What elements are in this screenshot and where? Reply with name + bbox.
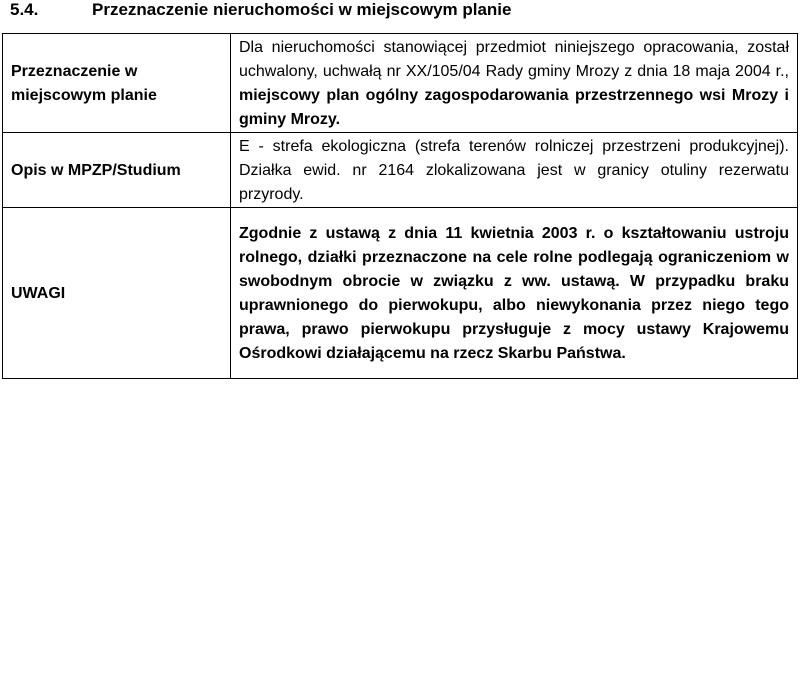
row-value-przeznaczenie: [231, 34, 798, 133]
row-label-line-1: Przeznaczenie w: [11, 63, 138, 80]
row-label-przeznaczenie: [3, 34, 231, 133]
row-value-text: Dla nieruchomości stanowiącej przedmiot niniejszego opracowania, został uchwalony, uchwałą nr XX/105/04 Rady gminy Mrozy z dnia 18 maja 2004 r.,: [239, 39, 789, 80]
row-value-bold-text: miejscowy plan ogólny zagospodarowania przestrzennego wsi Mrozy i gminy Mrozy.: [239, 87, 789, 128]
table-row-opis: [3, 133, 798, 208]
row-label-line-2: miejscowym planie: [11, 87, 157, 104]
row-label-opis: Opis w MPZP/Studium: [3, 133, 231, 208]
section-heading: [0, 0, 800, 22]
table-row-przeznaczenie: [3, 34, 798, 133]
row-label-uwagi: UWAGI: [3, 208, 231, 379]
section-number: 5.4.: [10, 0, 39, 19]
section-title: Przeznaczenie nieruchomości w miejscowym planie: [92, 0, 512, 19]
table-row-uwagi: [3, 208, 798, 379]
row-value-opis: E - strefa ekologiczna (strefa terenów rolniczej przestrzeni produkcyjnej). Działka ewid. nr 2164 zlokalizowana jest w granicy otuliny rezerwatu przyrody.: [231, 133, 798, 208]
row-value-uwagi: Zgodnie z ustawą z dnia 11 kwietnia 2003 r. o kształtowaniu ustroju rolnego, działki przeznaczone na cele rolne podlegają ograniczeniom w swobodnym obrocie w związku z ww. ustawą. W przypadku braku uprawnionego do pierwokupu, albo niewykonania przez niego tego prawa, prawo pierwokupu przysługuje z mocy ustawy Krajowemu Ośrodkowi działającemu na rzecz Skarbu Państwa.: [231, 208, 798, 379]
property-designation-table: [2, 33, 798, 379]
